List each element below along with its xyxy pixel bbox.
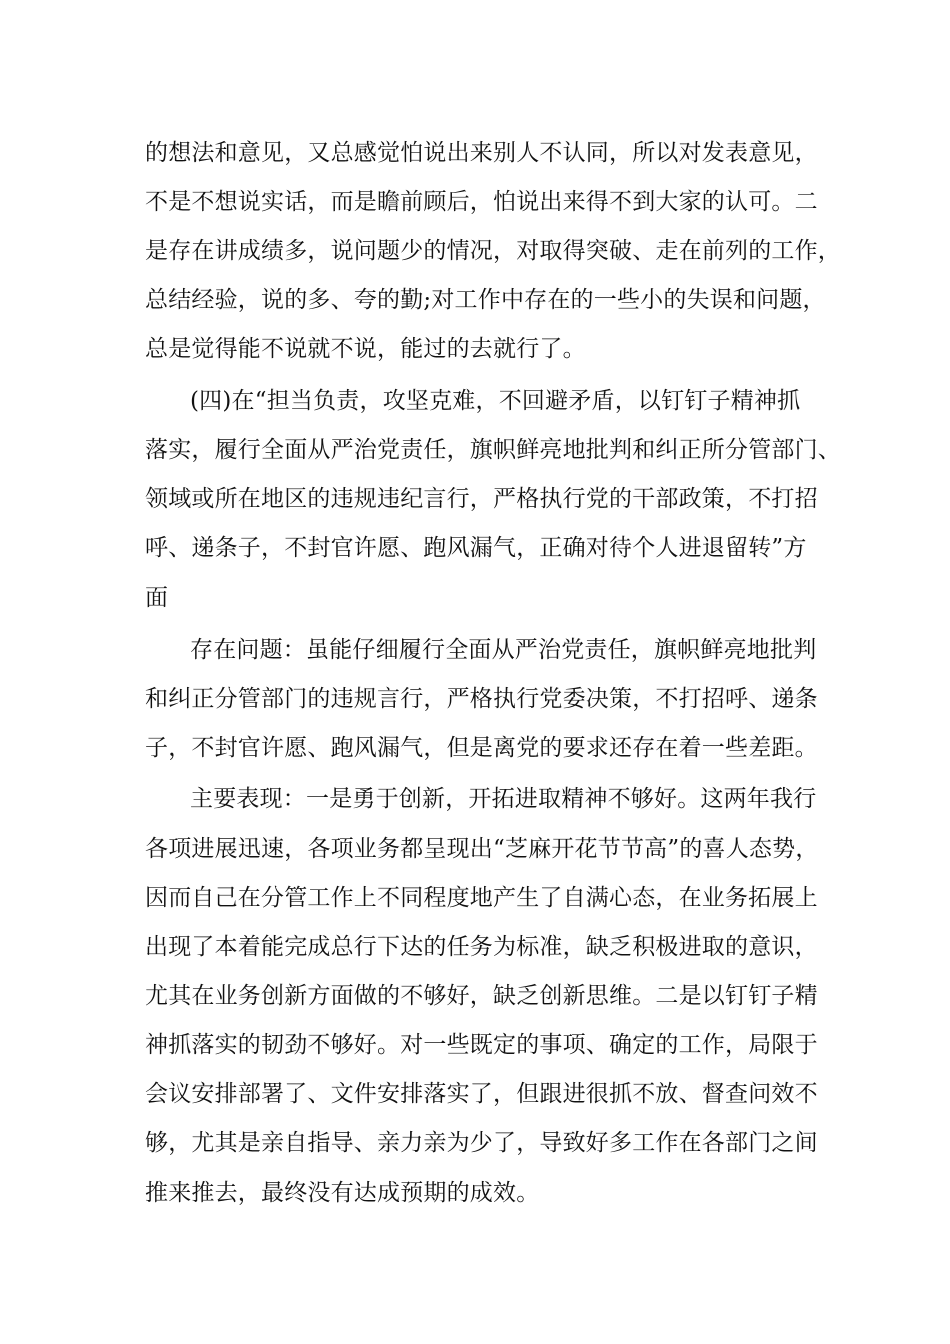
text-line: 总是觉得能不说就不说，能过的去就行了。	[145, 336, 586, 362]
text-line: 神抓落实的韧劲不够好。对一些既定的事项、确定的工作，局限于	[145, 1032, 818, 1058]
text-line: 和纠正分管部门的违规言行，严格执行党委决策，不打招呼、递条	[145, 686, 818, 712]
text-line: 子，不封官许愿、跑风漏气，但是离党的要求还存在着一些差距。	[145, 735, 818, 761]
text-line: 会议安排部署了、文件安排落实了，但跟进很抓不放、督查问效不	[145, 1081, 818, 1107]
text-line: 总结经验，说的多、夸的勤;对工作中存在的一些小的失误和问题，	[145, 287, 826, 313]
text-line: 够，尤其是亲自指导、亲力亲为少了，导致好多工作在各部门之间	[145, 1130, 818, 1156]
text-line: 落实，履行全面从严治党责任，旗帜鲜亮地批判和纠正所分管部门、	[145, 437, 841, 463]
text-line: 呼、递条子，不封官许愿、跑风漏气，正确对待个人进退留转”方	[145, 535, 807, 561]
text-line: 因而自己在分管工作上不同程度地产生了自满心态，在业务拓展上	[145, 885, 818, 911]
text-line: 尤其在业务创新方面做的不够好，缺乏创新思维。二是以钉钉子精	[145, 983, 818, 1009]
text-line: 面	[145, 585, 169, 611]
text-line: 推来推去，最终没有达成预期的成效。	[145, 1180, 540, 1206]
text-line: 出现了本着能完成总行下达的任务为标准，缺乏积极进取的意识，	[145, 934, 818, 960]
text-line: (四)在“担当负责，攻坚克难，不回避矛盾，以钉钉子精神抓	[190, 388, 801, 414]
text-line: 是存在讲成绩多，说问题少的情况，对取得突破、走在前列的工作，	[145, 238, 841, 264]
text-line: 主要表现：一是勇于创新，开拓进取精神不够好。这两年我行	[190, 786, 817, 812]
text-line: 领域或所在地区的违规违纪言行，严格执行党的干部政策，不打招	[145, 486, 818, 512]
text-line: 的想法和意见，又总感觉怕说出来别人不认同，所以对发表意见，	[145, 140, 818, 166]
text-line: 存在问题：虽能仔细履行全面从严治党责任，旗帜鲜亮地批判	[190, 637, 817, 663]
text-line: 各项进展迅速，各项业务都呈现出“芝麻开花节节高”的喜人态势，	[145, 836, 819, 862]
text-line: 不是不想说实话，而是瞻前顾后，怕说出来得不到大家的认可。二	[145, 189, 818, 215]
